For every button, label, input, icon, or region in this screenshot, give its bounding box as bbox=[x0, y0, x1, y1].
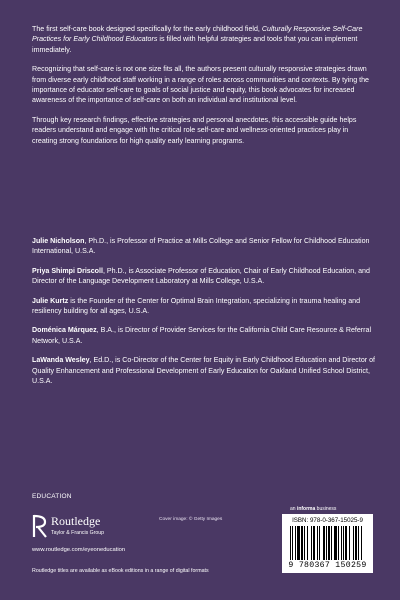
routledge-r-logo-icon bbox=[32, 513, 48, 539]
author-bio bbox=[32, 266, 377, 287]
author-name: Doménica Márquez bbox=[32, 326, 97, 335]
publisher-logo bbox=[32, 513, 172, 543]
author-bio-text: , B.A., is Director of Provider Services for the California Child Care Resource & Referral Network, U.S.A. bbox=[32, 326, 372, 345]
author-bio bbox=[32, 296, 377, 317]
description-paragraph-1 bbox=[32, 24, 374, 55]
informa-prefix: an bbox=[290, 506, 297, 512]
author-bio-text: , Ph.D., is Associate Professor of Education, Chair of Early Childhood Education, and Director of the Language Development Laboratory at Mills College, U.S.A. bbox=[32, 266, 370, 286]
author-bio bbox=[32, 355, 377, 386]
informa-name: informa bbox=[296, 506, 316, 512]
author-bio-text: , Ed.D., is Co-Director of the Center for Equity in Early Childhood Education and Director of Quality Enhancement and Professional Development of Early Education for Oakland Unified School District, U.S.A. bbox=[32, 356, 376, 386]
author-name: LaWanda Wesley bbox=[32, 356, 90, 365]
cover-credit: Cover image: © Getty Images bbox=[159, 517, 223, 522]
author-bio-text: is the Founder of the Center for Optimal Brain Integration, specializing in trauma healing and resiliency building for all ages, U.S.A. bbox=[32, 296, 361, 316]
barcode-icon bbox=[289, 526, 366, 560]
subject-category: EDUCATION bbox=[32, 493, 72, 500]
author-name: Priya Shimpi Driscoll bbox=[32, 266, 103, 275]
informa-suffix: business bbox=[315, 506, 337, 512]
description-text: is filled with helpful strategies and tools that you can implement immediately. bbox=[32, 35, 358, 54]
author-name: Julie Kurtz bbox=[32, 296, 69, 305]
publisher-url: www.routledge.com/eyeoneducation bbox=[32, 547, 126, 553]
author-bio bbox=[32, 325, 377, 346]
author-bios bbox=[32, 236, 377, 395]
barcode-digits: 9 780367 150259 bbox=[288, 561, 367, 570]
publisher-name: Routledge bbox=[51, 514, 101, 528]
author-bio bbox=[32, 236, 377, 257]
publisher-tagline: Taylor & Francis Group bbox=[51, 530, 105, 536]
description-text: The first self-care book designed specifically for the early childhood field, bbox=[32, 25, 262, 33]
description-paragraph-3: Through key research findings, effective strategies and personal anecdotes, this accessible guide helps readers understand and engage with the critical role self-care and wellness-oriented practices play in creating strong foundations for high quality early learning programs. bbox=[32, 115, 357, 145]
book-description bbox=[32, 24, 374, 155]
book-title-italic: Culturally Responsive Self-Care Practices for Early Childhood Educators bbox=[32, 25, 363, 44]
isbn-label: ISBN: 978-0-367-15025-9 bbox=[292, 517, 363, 524]
author-bio-text: , Ph.D., is Professor of Practice at Mills College and Senior Fellow for Childhood Education International, U.S.A. bbox=[32, 237, 370, 256]
ebook-note: Routledge titles are available as eBook editions in a range of digital formats bbox=[32, 568, 209, 574]
description-paragraph-2: Recognizing that self-care is not one size fits all, the authors present culturally responsive strategies drawn from diverse early childhood staff working in a range of roles across communities and contexts. By tying the importance of educator self-care to goals of social justice and equity, this book advocates for increased awareness of the importance of self-care on both an individual and institutional level. bbox=[32, 65, 369, 105]
author-name: Julie Nicholson bbox=[32, 237, 85, 245]
barcode-box bbox=[282, 514, 373, 573]
informa-business-label bbox=[290, 506, 336, 512]
